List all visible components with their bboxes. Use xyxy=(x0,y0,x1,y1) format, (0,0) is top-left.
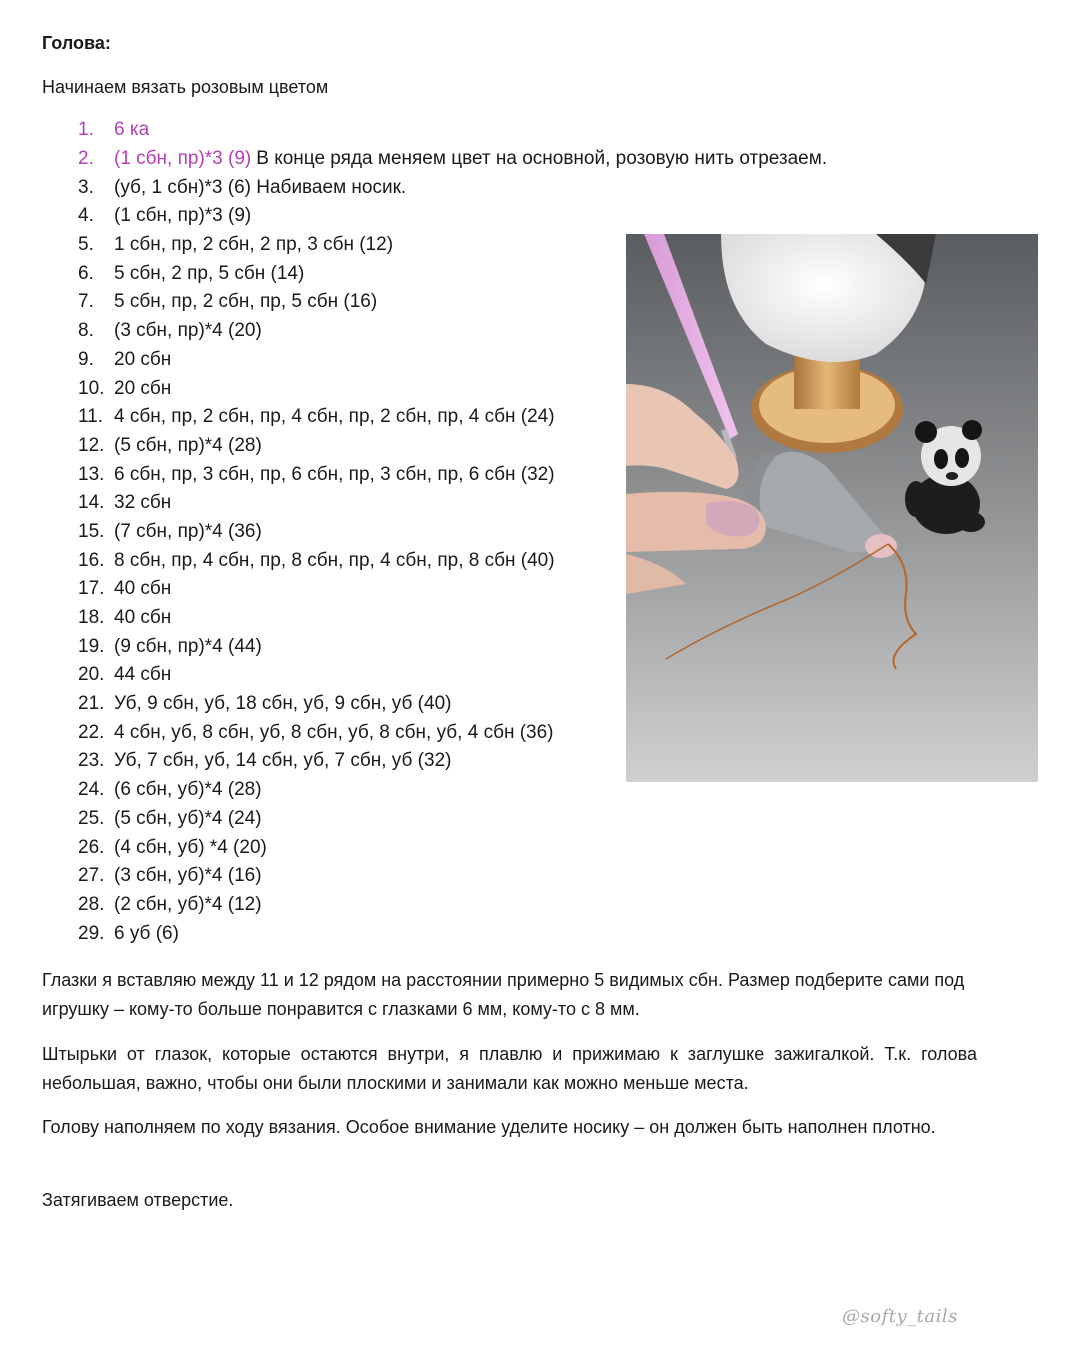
row-instruction: (1 сбн, пр)*3 (9) xyxy=(114,148,252,170)
row-item xyxy=(78,145,827,174)
row-item xyxy=(78,805,827,834)
row-item xyxy=(78,862,827,891)
intro-text: Начинаем вязать розовым цветом xyxy=(42,77,329,97)
pink-nose xyxy=(865,534,897,558)
row-number: 24. xyxy=(78,779,105,801)
row-instruction: 40 сбн xyxy=(114,607,172,629)
row-item xyxy=(78,919,827,948)
row-number: 1. xyxy=(78,119,94,141)
row-number: 7. xyxy=(78,291,94,313)
row-number: 29. xyxy=(78,922,105,944)
stuffing-paragraph: Голову наполняем по ходу вязания. Особое внимание уделите носику – он должен быть наполнен плотно. xyxy=(42,1117,936,1137)
row-number: 14. xyxy=(78,492,105,514)
row-number: 17. xyxy=(78,578,105,600)
row-instruction: 5 сбн, пр, 2 сбн, пр, 5 сбн (16) xyxy=(114,291,378,313)
row-instruction: 44 сбн xyxy=(114,664,172,686)
row-number: 21. xyxy=(78,693,105,715)
watermark-signature: @softy_tails xyxy=(842,1306,958,1327)
row-number: 28. xyxy=(78,893,105,915)
row-number: 12. xyxy=(78,434,105,456)
row-number: 5. xyxy=(78,234,94,256)
row-instruction: (9 сбн, пр)*4 (44) xyxy=(114,635,262,657)
row-instruction: (2 сбн, уб)*4 (12) xyxy=(114,893,262,915)
row-instruction: Уб, 7 сбн, уб, 14 сбн, уб, 7 сбн, уб (32) xyxy=(114,750,452,772)
row-number: 23. xyxy=(78,750,105,772)
row-instruction: 32 сбн xyxy=(114,492,172,514)
eyes-paragraph: Глазки я вставляю между 11 и 12 рядом на расстоянии примерно 5 видимых сбн. Размер подберите сами под игрушку – кому-то больше понравится с глазками 6 мм, кому-то с 8 мм. xyxy=(42,970,965,1019)
row-instruction: 6 уб (6) xyxy=(114,922,179,944)
row-instruction: (уб, 1 сбн)*3 (6) Набиваем носик. xyxy=(114,176,407,198)
closing-paragraph: Затягиваем отверстие. xyxy=(42,1190,234,1210)
row-number: 19. xyxy=(78,635,105,657)
row-instruction: 40 сбн xyxy=(114,578,172,600)
row-instruction: (7 сбн, пр)*4 (36) xyxy=(114,520,262,542)
row-instruction: (6 сбн, уб)*4 (28) xyxy=(114,779,262,801)
row-number: 16. xyxy=(78,549,105,571)
row-instruction: Уб, 9 сбн, уб, 18 сбн, уб, 9 сбн, уб (40) xyxy=(114,693,452,715)
row-instruction: (5 сбн, уб)*4 (24) xyxy=(114,807,262,829)
row-instruction: 8 сбн, пр, 4 сбн, пр, 8 сбн, пр, 4 сбн, пр, 8 сбн (40) xyxy=(114,549,555,571)
row-number: 26. xyxy=(78,836,105,858)
row-number: 3. xyxy=(78,176,94,198)
row-number: 13. xyxy=(78,463,105,485)
row-number: 9. xyxy=(78,348,94,370)
row-item xyxy=(78,833,827,862)
row-number: 27. xyxy=(78,865,105,887)
row-number: 8. xyxy=(78,320,94,342)
row-instruction: (5 сбн, пр)*4 (28) xyxy=(114,434,262,456)
row-instruction: 1 сбн, пр, 2 сбн, 2 пр, 3 сбн (12) xyxy=(114,234,394,256)
row-item xyxy=(78,891,827,920)
row-number: 11. xyxy=(78,406,104,428)
row-number: 15. xyxy=(78,520,105,542)
crochet-photo xyxy=(626,234,1038,782)
eye-pins-paragraph: Штырьки от глазок, которые остаются внутри, я плавлю и прижимаю к заглушке зажигалкой. Т.к. голова небольшая, важно, чтобы они были плоскими и занимали как можно меньше места. xyxy=(42,1044,977,1093)
row-instruction: 4 сбн, пр, 2 сбн, пр, 4 сбн, пр, 2 сбн, пр, 4 сбн (24) xyxy=(114,406,555,428)
row-number: 22. xyxy=(78,721,105,743)
row-instruction: (3 сбн, уб)*4 (16) xyxy=(114,865,262,887)
row-instruction: (3 сбн, пр)*4 (20) xyxy=(114,320,262,342)
row-number: 2. xyxy=(78,148,94,170)
row-instruction: 6 сбн, пр, 3 сбн, пр, 6 сбн, пр, 3 сбн, пр, 6 сбн (32) xyxy=(114,463,555,485)
row-number: 10. xyxy=(78,377,105,399)
row-number: 4. xyxy=(78,205,94,227)
row-note: В конце ряда меняем цвет на основной, розовую нить отрезаем. xyxy=(256,148,828,170)
row-item xyxy=(78,202,827,231)
row-number: 20. xyxy=(78,664,105,686)
row-instruction: (4 сбн, уб) *4 (20) xyxy=(114,836,267,858)
row-instruction: (1 сбн, пр)*3 (9) xyxy=(114,205,252,227)
row-instruction: 5 сбн, 2 пр, 5 сбн (14) xyxy=(114,262,305,284)
row-number: 6. xyxy=(78,262,94,284)
page-title: Голова: xyxy=(42,33,111,53)
row-instruction: 20 сбн xyxy=(114,377,172,399)
row-number: 25. xyxy=(78,807,105,829)
row-instruction: 6 ка xyxy=(114,119,150,141)
row-item xyxy=(78,173,827,202)
row-instruction: 20 сбн xyxy=(114,348,172,370)
row-item xyxy=(78,116,827,145)
row-number: 18. xyxy=(78,607,105,629)
row-instruction: 4 сбн, уб, 8 сбн, уб, 8 сбн, уб, 8 сбн, уб, 4 сбн (36) xyxy=(114,721,554,743)
